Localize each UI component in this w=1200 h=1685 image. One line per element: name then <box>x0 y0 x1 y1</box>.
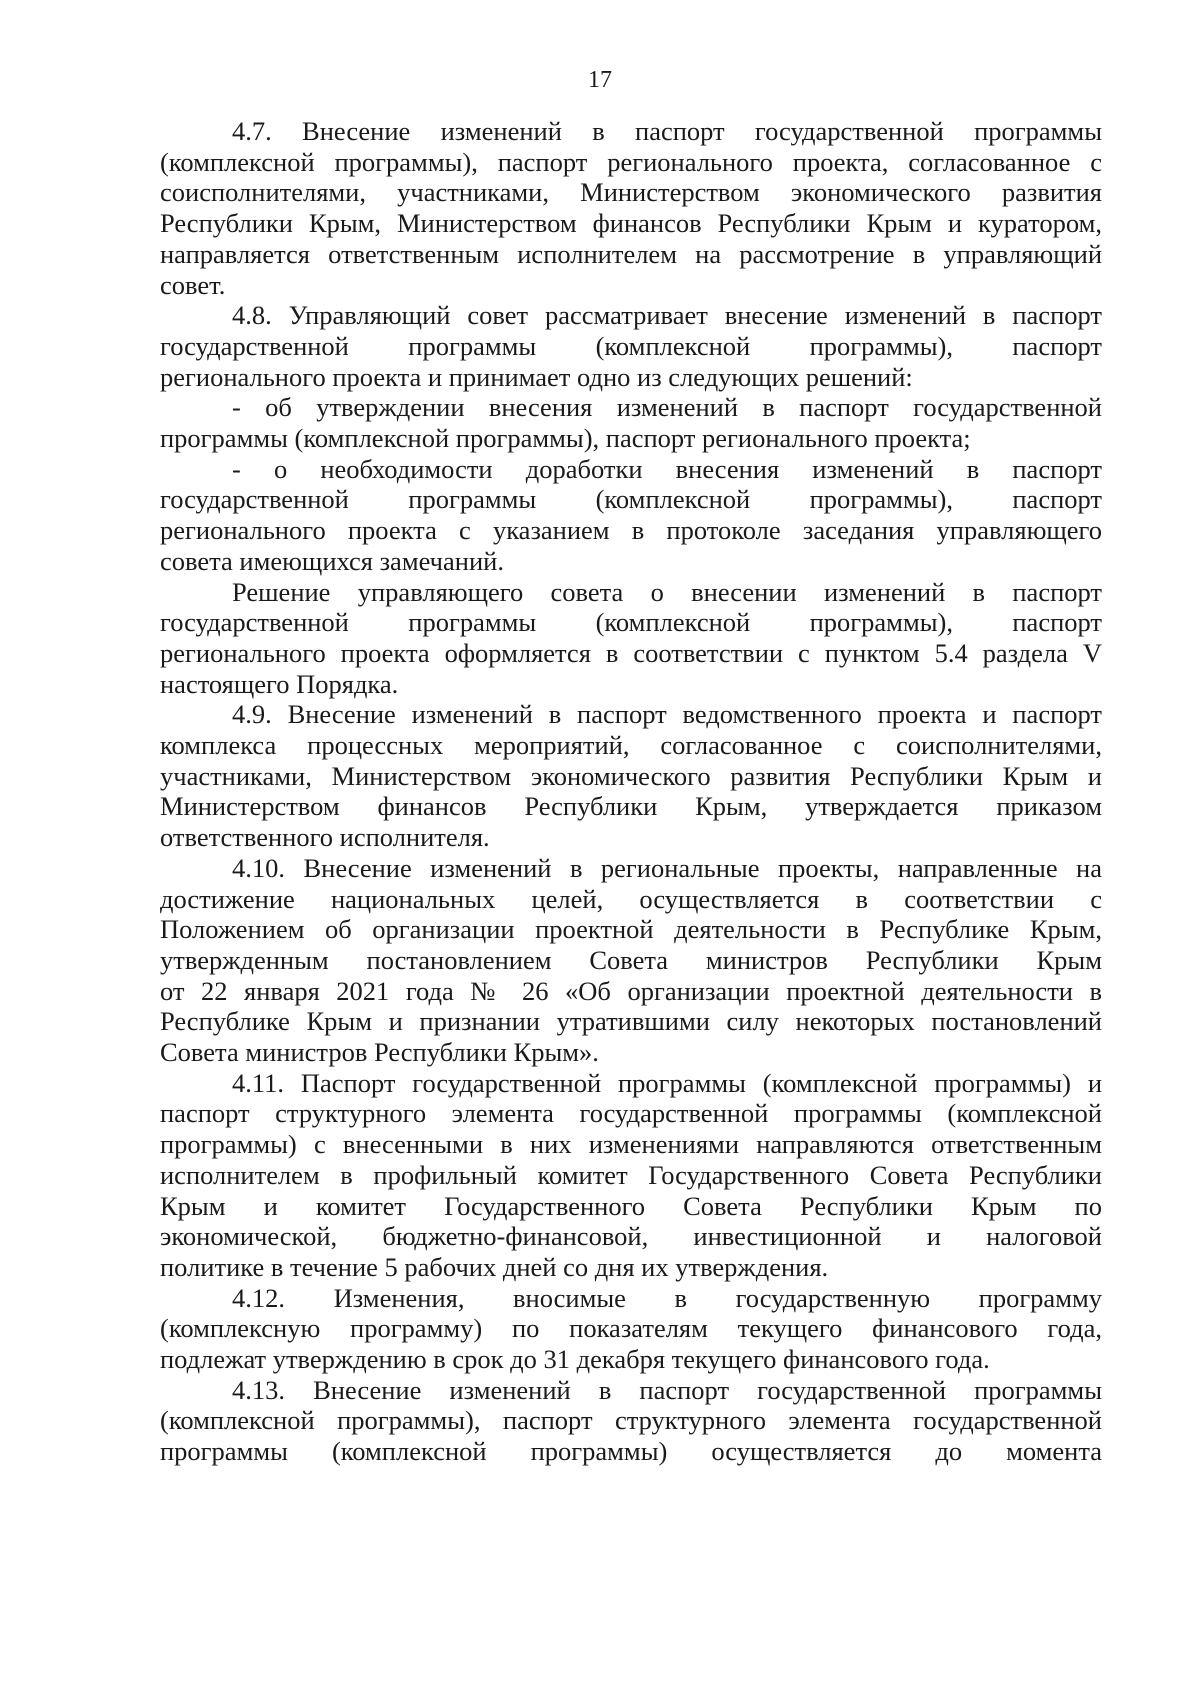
text-line: регионального проекта и принимает одно из следующих решений: <box>160 361 913 392</box>
text-line: Крым и комитет Государственного Совета Республики Крым по <box>160 1190 1102 1221</box>
text-line: (комплексную программу) по показателям текущего финансового года, <box>160 1313 1102 1344</box>
text-line: настоящего Порядка. <box>160 668 399 699</box>
text-line: государственной программы (комплексной программы), паспорт <box>160 607 1102 638</box>
text-line: регионального проекта с указанием в протоколе заседания управляющего <box>160 515 1102 546</box>
text-line: (комплексной программы), паспорт структурного элемента государственной <box>160 1405 1102 1436</box>
text-line: Министерством финансов Республики Крым, утверждается приказом <box>160 791 1102 822</box>
text-line: Положением об организации проектной деятельности в Республике Крым, <box>160 914 1102 945</box>
text-line: 4.12. Изменения, вносимые в государственную программу <box>232 1282 1102 1313</box>
text-line: регионального проекта оформляется в соответствии с пунктом 5.4 раздела V <box>160 637 1102 668</box>
text-line: государственной программы (комплексной программы), паспорт <box>160 484 1102 515</box>
text-line: комплекса процессных мероприятий, согласованное с соисполнителями, <box>160 730 1102 760</box>
text-line: 4.10. Внесение изменений в региональные проекты, направленные на <box>232 852 1102 883</box>
text-line: соисполнителями, участниками, Министерством экономического развития <box>160 177 1102 208</box>
text-line: - о необходимости доработки внесения изменений в паспорт <box>232 453 1102 484</box>
text-line: 4.8. Управляющий совет рассматривает внесение изменений в паспорт <box>232 300 1102 331</box>
text-line: паспорт структурного элемента государственной программы (комплексной <box>160 1098 1102 1129</box>
text-line: - об утверждении внесения изменений в паспорт государственной <box>232 392 1102 423</box>
text-line: участниками, Министерством экономического развития Республики Крым и <box>160 760 1102 791</box>
text-line: совет. <box>160 269 226 300</box>
text-line: совета имеющихся замечаний. <box>160 545 504 576</box>
text-line: 4.13. Внесение изменений в паспорт государственной программы <box>232 1374 1102 1405</box>
text-line: от 22 января 2021 года № 26 «Об организации проектной деятельности в <box>160 975 1102 1006</box>
text-line: государственной программы (комплексной программы), паспорт <box>160 330 1102 361</box>
text-line: утвержденным постановлением Совета министров Республики Крым <box>160 944 1102 975</box>
text-line: программы (комплексной программы), паспорт регионального проекта; <box>160 423 971 453</box>
text-line: направляется ответственным исполнителем на рассмотрение в управляющий <box>160 238 1102 269</box>
text-line: 4.9. Внесение изменений в паспорт ведомственного проекта и паспорт <box>232 699 1102 730</box>
text-line: ответственного исполнителя. <box>160 822 490 853</box>
text-line: Решение управляющего совета о внесении изменений в паспорт <box>232 576 1102 607</box>
text-line: (комплексной программы), паспорт регионального проекта, согласованное с <box>160 146 1102 177</box>
text-line: 4.7. Внесение изменений в паспорт государственной программы <box>232 116 1102 146</box>
text-line: экономической, бюджетно-финансовой, инвестиционной и налоговой <box>160 1221 1102 1252</box>
page-number: 17 <box>588 67 612 93</box>
text-line: Республики Крым, Министерством финансов Республики Крым и куратором, <box>160 208 1102 239</box>
text-line: 4.11. Паспорт государственной программы (комплексной программы) и <box>232 1067 1102 1098</box>
text-line: программы (комплексной программы) осуществляется до момента <box>160 1436 1102 1467</box>
text-line: Республике Крым и признании утратившими силу некоторых постановлений <box>160 1006 1102 1037</box>
text-line: политике в течение 5 рабочих дней со дня их утверждения. <box>160 1251 829 1282</box>
text-line: исполнителем в профильный комитет Государственного Совета Республики <box>160 1159 1102 1190</box>
text-line: подлежат утверждению в срок до 31 декабря текущего финансового года. <box>160 1344 990 1374</box>
text-line: программы) с внесенными в них изменениями направляются ответственным <box>160 1129 1102 1160</box>
text-line: Совета министров Республики Крым». <box>160 1037 599 1067</box>
text-line: достижение национальных целей, осуществляется в соответствии с <box>160 883 1102 914</box>
